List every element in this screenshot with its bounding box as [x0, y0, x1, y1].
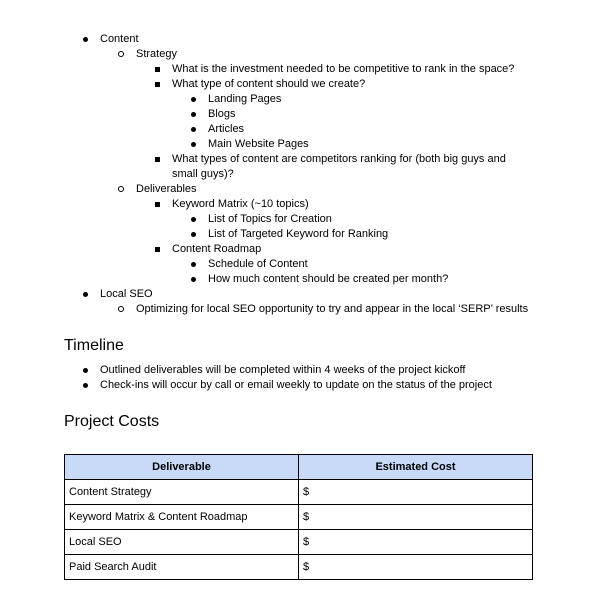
bullet-dot: [191, 272, 196, 287]
bullet-dot: [191, 212, 196, 227]
outline-item-local-seo: Local SEO: [100, 288, 153, 300]
outline-item-keyword-matrix: Keyword Matrix (~10 topics): [172, 198, 309, 210]
bullet-dot: [83, 363, 88, 378]
bullet-square: [155, 152, 160, 167]
cell-cost[interactable]: $: [299, 505, 533, 530]
cell-deliverable[interactable]: Paid Search Audit: [65, 555, 299, 580]
outline-item-local-seo-detail: Optimizing for local SEO opportunity to try and appear in the local ‘SERP’ results: [136, 303, 529, 315]
bullet-dot: [191, 107, 196, 122]
bullet-dot: [191, 137, 196, 152]
bullet-square: [155, 242, 160, 257]
table-header-row: [65, 455, 533, 480]
bullet-dot: [83, 378, 88, 393]
bullet-dot: [191, 122, 196, 137]
bullet-square: [155, 197, 160, 212]
bullet-circle: [118, 182, 124, 197]
cell-cost[interactable]: $: [299, 480, 533, 505]
cell-cost[interactable]: $: [299, 555, 533, 580]
content-type-item: Landing Pages: [208, 93, 282, 105]
cell-deliverable[interactable]: Local SEO: [65, 530, 299, 555]
column-header-deliverable: Deliverable: [65, 455, 299, 480]
bullet-dot: [83, 287, 88, 302]
bullet-dot: [191, 227, 196, 242]
bullet-dot: [191, 257, 196, 272]
costs-table: [64, 454, 533, 580]
outline-item-deliverables: Deliverables: [136, 183, 197, 195]
project-costs-heading: Project Costs: [64, 413, 160, 430]
outline-item-q1: What is the investment needed to be competitive to rank in the space?: [172, 63, 515, 75]
outline-item-strategy: Strategy: [136, 48, 177, 60]
bullet-square: [155, 62, 160, 77]
outline-item-q3-line2: small guys)?: [172, 168, 234, 180]
table-row: [65, 530, 533, 555]
outline-item-q2: What type of content should we create?: [172, 78, 366, 90]
outline-item-content: Content: [100, 33, 139, 45]
outline-item-content-roadmap: Content Roadmap: [172, 243, 262, 255]
table-row: [65, 505, 533, 530]
cell-cost[interactable]: $: [299, 530, 533, 555]
content-type-item: Articles: [208, 123, 245, 135]
timeline-item: Outlined deliverables will be completed within 4 weeks of the project kickoff: [100, 364, 466, 376]
column-header-estimated-cost: Estimated Cost: [299, 455, 533, 480]
bullet-dot: [83, 32, 88, 47]
table-row: [65, 480, 533, 505]
timeline-item: Check-ins will occur by call or email weekly to update on the status of the project: [100, 379, 492, 391]
cell-deliverable[interactable]: Keyword Matrix & Content Roadmap: [65, 505, 299, 530]
keyword-matrix-item: List of Targeted Keyword for Ranking: [208, 228, 389, 240]
bullet-dot: [191, 92, 196, 107]
bullet-circle: [118, 302, 124, 317]
content-type-item: Main Website Pages: [208, 138, 309, 150]
cell-deliverable[interactable]: Content Strategy: [65, 480, 299, 505]
content-roadmap-item: Schedule of Content: [208, 258, 308, 270]
content-roadmap-item: How much content should be created per month?: [208, 273, 449, 285]
bullet-circle: [118, 47, 124, 62]
bullet-square: [155, 77, 160, 92]
content-type-item: Blogs: [208, 108, 236, 120]
table-row: [65, 555, 533, 580]
outline-item-q3-line1: What types of content are competitors ranking for (both big guys and: [172, 153, 506, 165]
timeline-heading: Timeline: [64, 337, 124, 354]
keyword-matrix-item: List of Topics for Creation: [208, 213, 332, 225]
